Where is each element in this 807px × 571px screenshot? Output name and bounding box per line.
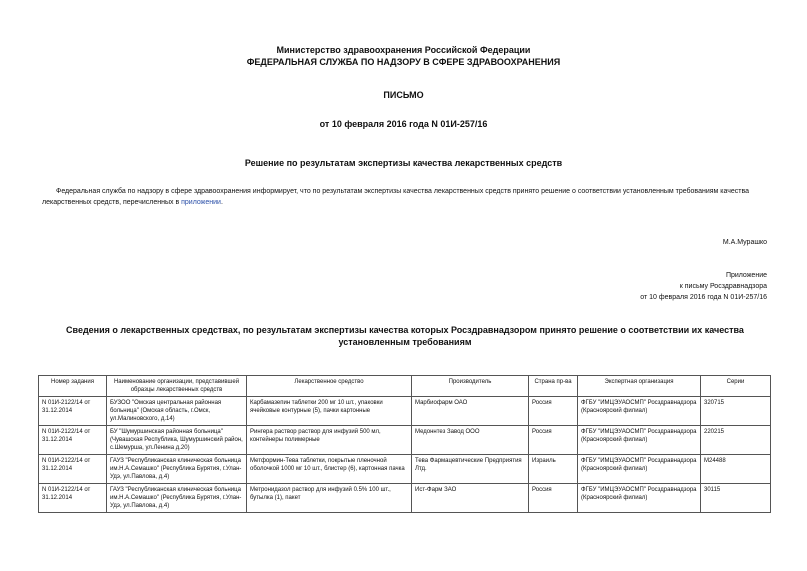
- cell-organization: ГАУЗ "Республиканская клиническая больница им.Н.А.Семашко" (Республика Бурятия, г.Улан-Удэ, ул.Павлова, д.4): [107, 455, 247, 484]
- cell-expert-organization: ФГБУ "ИМЦЭУАОСМП" Росздравнадзора (Красноярский филиал): [578, 455, 701, 484]
- col-header-country: Страна пр-ва: [529, 376, 578, 397]
- table-row: [39, 484, 771, 513]
- cell-manufacturer: Тева Фармацевтические Предприятия Лтд.: [412, 455, 529, 484]
- signature: М.А.Мурашко: [722, 239, 767, 246]
- cell-medicine: Метронидазол раствор для инфузий 0.5% 100 шт., бутылка (1), пакет: [247, 484, 412, 513]
- appendix-title: Сведения о лекарственных средствах, по результатам экспертизы качества которых Росздравнадзором принято решение о соответствии их качества установленным требованиям: [66, 325, 744, 347]
- medicines-table: [38, 375, 771, 513]
- cell-organization: ГАУЗ "Республиканская клиническая больница им.Н.А.Семашко" (Республика Бурятия, г.Улан-Удэ, ул.Павлова, д.4): [107, 484, 247, 513]
- table-row: [39, 426, 771, 455]
- cell-task-number: N 01И-2122/14 от 31.12.2014: [39, 426, 107, 455]
- col-header-organization: Наименование организации, представившей образцы лекарственных средств: [107, 376, 247, 397]
- document-type: ПИСЬМО: [383, 90, 424, 100]
- cell-series: 220215: [701, 426, 771, 455]
- cell-medicine: Рингера раствор раствор для инфузий 500 мл, контейнеры полимерные: [247, 426, 412, 455]
- document-date-number: от 10 февраля 2016 года N 01И-257/16: [319, 119, 488, 129]
- table-row: [39, 455, 771, 484]
- appendix-link[interactable]: приложении: [181, 199, 221, 206]
- col-header-expert-organization: Экспертная организация: [578, 376, 701, 397]
- appendix-letter-ref: к письму Росздравнадзора: [679, 283, 767, 290]
- col-header-task-number: Номер задания: [39, 376, 107, 397]
- body-text: Федеральная служба по надзору в сфере здравоохранения информирует, что по результатам экспертизы качества лекарственных средств принято решение о соответствии установленным требованиям качества лекарственных средств, перечисленных в: [42, 188, 750, 206]
- body-paragraph: [42, 186, 772, 208]
- body-text-end: .: [220, 199, 223, 206]
- cell-manufacturer: Медоннтез Завод ООО: [412, 426, 529, 455]
- service-name: ФЕДЕРАЛЬНАЯ СЛУЖБА ПО НАДЗОРУ В СФЕРЕ ЗДРАВООХРАНЕНИЯ: [246, 57, 561, 67]
- document-subject: Решение по результатам экспертизы качества лекарственных средств: [244, 158, 563, 168]
- cell-expert-organization: ФГБУ "ИМЦЭУАОСМП" Росздравнадзора (Красноярский филиал): [578, 426, 701, 455]
- col-header-manufacturer: Производитель: [412, 376, 529, 397]
- cell-task-number: N 01И-2122/14 от 31.12.2014: [39, 484, 107, 513]
- appendix-header: [640, 270, 767, 303]
- cell-expert-organization: ФГБУ "ИМЦЭУАОСМП" Росздравнадзора (Красноярский филиал): [578, 484, 701, 513]
- cell-series: 320715: [701, 397, 771, 426]
- cell-country: Израиль: [529, 455, 578, 484]
- cell-country: Россия: [529, 484, 578, 513]
- cell-expert-organization: ФГБУ "ИМЦЭУАОСМП" Росздравнадзора (Красноярский филиал): [578, 397, 701, 426]
- col-header-series: Серии: [701, 376, 771, 397]
- appendix-label: Приложение: [725, 272, 767, 279]
- cell-series: M24488: [701, 455, 771, 484]
- cell-task-number: N 01И-2122/14 от 31.12.2014: [39, 455, 107, 484]
- cell-medicine: Карбамазепин таблетки 200 мг 10 шт., упаковки ячейковые контурные (5), пачки картонные: [247, 397, 412, 426]
- cell-medicine: Метформин-Тева таблетки, покрытые пленочной оболочкой 1000 мг 10 шт., блистер (6), картонная пачка: [247, 455, 412, 484]
- cell-manufacturer: Марбиофарм ОАО: [412, 397, 529, 426]
- table-header-row: [39, 376, 771, 397]
- cell-organization: БУ "Шумуршинская районная больница" (Чувашская Республика, Шумуршинский район, с.Шемурша, ул.Ленина д.20): [107, 426, 247, 455]
- cell-country: Россия: [529, 426, 578, 455]
- cell-country: Россия: [529, 397, 578, 426]
- cell-manufacturer: Ист-Фарм ЗАО: [412, 484, 529, 513]
- ministry-name: Министерство здравоохранения Российской Федерации: [276, 45, 531, 55]
- table-row: [39, 397, 771, 426]
- cell-series: 30115: [701, 484, 771, 513]
- appendix-date: от 10 февраля 2016 года N 01И-257/16: [640, 294, 767, 301]
- cell-organization: БУЗОО "Омская центральная районная больница" (Омская область, г.Омск, ул.Малиновского, д.14): [107, 397, 247, 426]
- col-header-medicine: Лекарственное средство: [247, 376, 412, 397]
- cell-task-number: N 01И-2122/14 от 31.12.2014: [39, 397, 107, 426]
